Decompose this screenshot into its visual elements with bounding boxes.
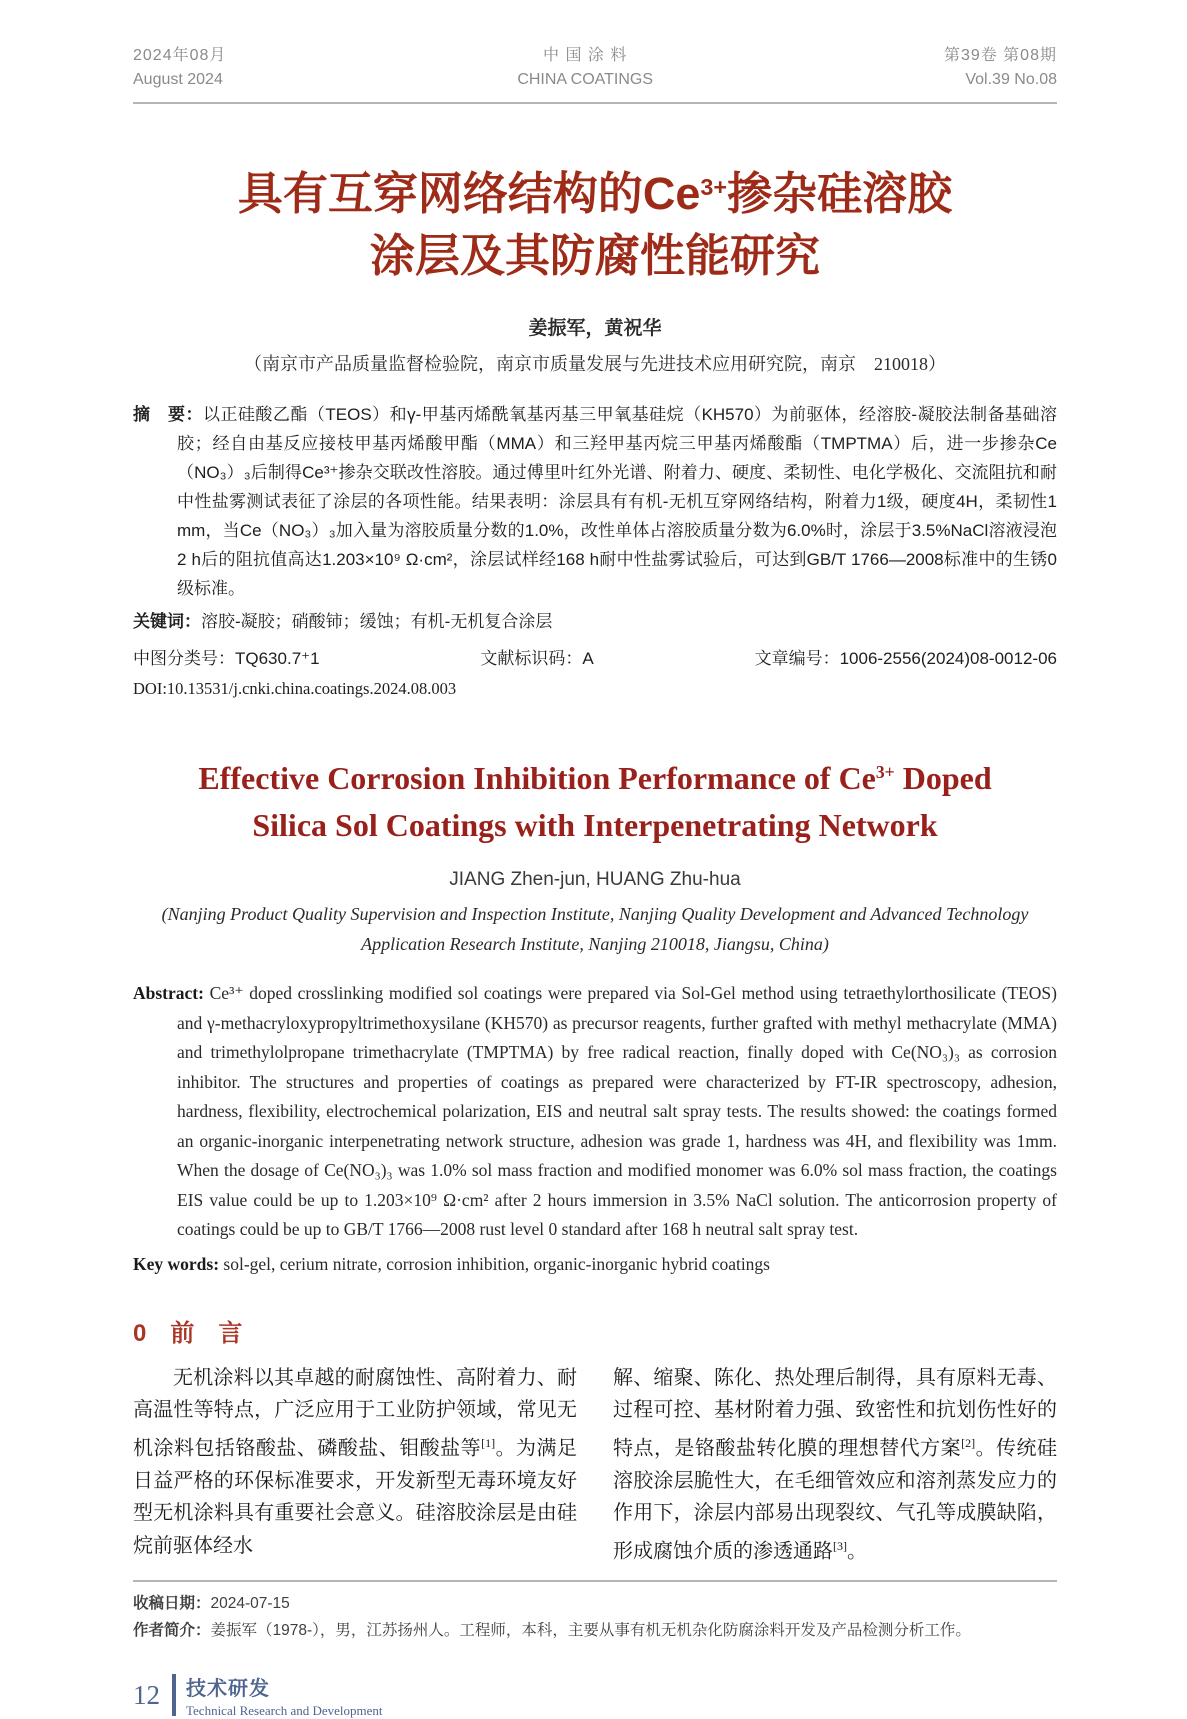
abstract-en-text: Ce³⁺ doped crosslinking modified sol coatings were prepared via Sol-Gel method using tetraethylorthosilicate (TEOS) and γ-methacryloxypropyltrimethoxysilane (KH570) as precursor reagents, further grafted with methyl methacrylate (MMA) and trimethylolpropane trimethacrylate (TMPTMA) by free radical reaction, finally doped with Ce(NO₃)₃ as corrosion inhibitor. The structures and properties of coatings as prepared were characterized by FT-IR spectroscopy, adhesion, hardness, flexibility, electrochemical polarization, EIS and neutral salt spray tests. The results showed: the coatings formed an organic-inorganic interpenetrating network structure, adhesion was grade 1, hardness was 4H, and flexibility was 1mm. When the dosage of Ce(NO₃)₃ was 1.0% sol mass fraction and modified monomer was 6.0% sol mass fraction, the coatings EIS value could be up to 1.203×10⁹ Ω·cm² after 2 hours immersion in 3.5% NaCl solution. The anticorrosion property of coatings could be up to GB/T 1766—2008 rust level 0 standard after 168 h neutral salt spray test.	[177, 983, 1057, 1239]
header-issue	[944, 44, 1057, 92]
paper-title-en-line1	[133, 749, 1057, 802]
abstract-en-label: Abstract:	[133, 983, 204, 1003]
abstract-cn	[133, 400, 1057, 603]
title-cn-superscript: 3+	[700, 174, 728, 200]
header-issue-cn: 第39卷 第08期	[943, 47, 1057, 64]
author-bio-label: 作者简介：	[133, 1621, 211, 1639]
citation-ref-2: [2]	[961, 1435, 976, 1450]
header-journal-cn: 中 国 涂 料	[543, 47, 628, 64]
footer-section-en: Technical Research and Development	[186, 1702, 383, 1718]
paper-title-en-line2: Silica Sol Coatings with Interpenetrating Network	[252, 807, 938, 843]
abstract-en	[133, 979, 1057, 1245]
body-column-right	[613, 1362, 1057, 1568]
footer-section	[186, 1672, 383, 1719]
article-id: 文章编号：1006-2556(2024)08-0012-06	[754, 649, 1057, 668]
header-issue-en: Vol.39 No.08	[965, 71, 1057, 88]
authors-en: JIANG Zhen-jun, HUANG Zhu-hua	[449, 869, 741, 890]
header-divider	[133, 102, 1057, 104]
body-columns	[133, 1362, 1057, 1568]
paper-title-cn	[133, 156, 1057, 287]
left-text-2: 。为满足日益严格的环保标准要求，开发新型无毒环境友好型无机涂料具有重要社会意义。硅溶胶涂层是由硅烷前驱体经水	[133, 1437, 578, 1557]
abstract-cn-label: 摘 要：	[133, 405, 203, 424]
right-text-3: 。	[847, 1540, 867, 1563]
keywords-en-text: sol-gel, cerium nitrate, corrosion inhibition, organic-inorganic hybrid coatings	[219, 1253, 770, 1274]
header-date-en: August 2024	[133, 71, 223, 88]
author-bio-value: 姜振军（1978-），男，江苏扬州人。工程师，本科，主要从事有机无机杂化防腐涂料开发及产品检测分析工作。	[210, 1621, 971, 1639]
keywords-en	[133, 1249, 1057, 1279]
header-date-cn: 2024年08月	[133, 47, 227, 64]
body-paragraph-left	[133, 1362, 577, 1563]
footnote-divider	[133, 1580, 1057, 1582]
received-date-line	[133, 1590, 1057, 1617]
keywords-en-label: Key words:	[133, 1253, 220, 1274]
footer-divider-bar	[172, 1674, 176, 1716]
affiliation-cn: （南京市产品质量监督检验院，南京市质量发展与先进技术应用研究院，南京 210018）	[244, 354, 946, 374]
authors-cn: 姜振军，黄祝华	[528, 318, 662, 339]
keywords-cn-text: 溶胶-凝胶；硝酸铈；缓蚀；有机-无机复合涂层	[201, 612, 553, 631]
right-text-2: 。传统硅溶胶涂层脆性大，在毛细管效应和溶剂蒸发应力的作用下，涂层内部易出现裂纹、气孔等成膜缺陷，形成腐蚀介质的渗透通路	[613, 1437, 1058, 1563]
meta-row	[133, 644, 1057, 669]
citation-ref-3: [3]	[833, 1538, 847, 1553]
received-date-value: 2024-07-15	[210, 1594, 290, 1612]
title-cn-post: 掺杂硅溶胶	[727, 168, 953, 219]
body-paragraph-right	[613, 1362, 1057, 1568]
clc-number: 中图分类号：TQ630.7⁺1	[133, 649, 320, 668]
header-journal-en: CHINA COATINGS	[517, 71, 654, 88]
section-0-heading: 0 前 言	[133, 1319, 243, 1347]
journal-header	[133, 44, 1057, 92]
footer-section-cn: 技术研发	[186, 1677, 270, 1700]
title-en-pre: Effective Corrosion Inhibition Performance of Ce	[198, 760, 876, 796]
page-footer	[133, 1672, 1057, 1719]
author-bio-line	[133, 1617, 1057, 1644]
paper-title-cn-line2: 涂层及其防腐性能研究	[369, 230, 820, 281]
header-journal	[517, 44, 653, 92]
title-en-post: Doped	[894, 760, 992, 796]
received-date-label: 收稿日期：	[133, 1594, 211, 1612]
paper-title-en	[133, 749, 1057, 849]
right-text-1: 解、缩聚、陈化、热处理后制得，具有原料无毒、过程可控、基材附着力强、致密性和抗划伤性好的特点，是铬酸盐转化膜的理想替代方案	[613, 1366, 1057, 1460]
left-text-1: 无机涂料以其卓越的耐腐蚀性、高附着力、耐高温性等特点，广泛应用于工业防护领域，常见无机涂料包括铬酸盐、磷酸盐、钼酸盐等	[133, 1366, 577, 1460]
affiliation-en: (Nanjing Product Quality Supervision and Inspection Institute, Nanjing Quality Development and Advanced Technology Application Research Institute, Nanjing 210018, Jiangsu, China)	[161, 904, 1029, 954]
body-column-left	[133, 1362, 577, 1568]
doi: DOI:10.13531/j.cnki.china.coatings.2024.08.003	[133, 679, 457, 698]
abstract-cn-text: 以正硅酸乙酯（TEOS）和γ-甲基丙烯酰氧基丙基三甲氧基硅烷（KH570）为前驱体，经溶胶-凝胶法制备基础溶胶；经自由基反应接枝甲基丙烯酸甲酯（MMA）和三羟甲基丙烷三甲基丙烯酸酯（TMPTMA）后，进一步掺杂Ce（NO₃）₃后制得Ce³⁺掺杂交联改性溶胶。通过傅里叶红外光谱、附着力、硬度、柔韧性、电化学极化、交流阻抗和耐中性盐雾测试表征了涂层的各项性能。结果表明：涂层具有有机-无机互穿网络结构，附着力1级，硬度4H，柔韧性1 mm，当Ce（NO₃）₃加入量为溶胶质量分数的1.0%，改性单体占溶胶质量分数为6.0%时，涂层于3.5%NaCl溶液浸泡2 h后的阻抗值高达1.203×10⁹ Ω·cm²，涂层试样经168 h耐中性盐雾试验后，可达到GB/T 1766—2008标准中的生锈0级标准。	[177, 405, 1057, 598]
header-date	[133, 44, 226, 92]
paper-title-cn-line1	[133, 156, 1057, 225]
document-code: 文献标识码：A	[480, 649, 594, 668]
footnotes	[133, 1590, 1057, 1644]
title-en-superscript: 3+	[875, 762, 895, 782]
title-cn-pre: 具有互穿网络结构的Ce	[237, 168, 701, 219]
keywords-cn-label: 关键词：	[133, 612, 201, 631]
page-number: 12	[133, 1679, 160, 1710]
keywords-cn	[133, 607, 1057, 636]
citation-ref-1: [1]	[481, 1435, 496, 1450]
